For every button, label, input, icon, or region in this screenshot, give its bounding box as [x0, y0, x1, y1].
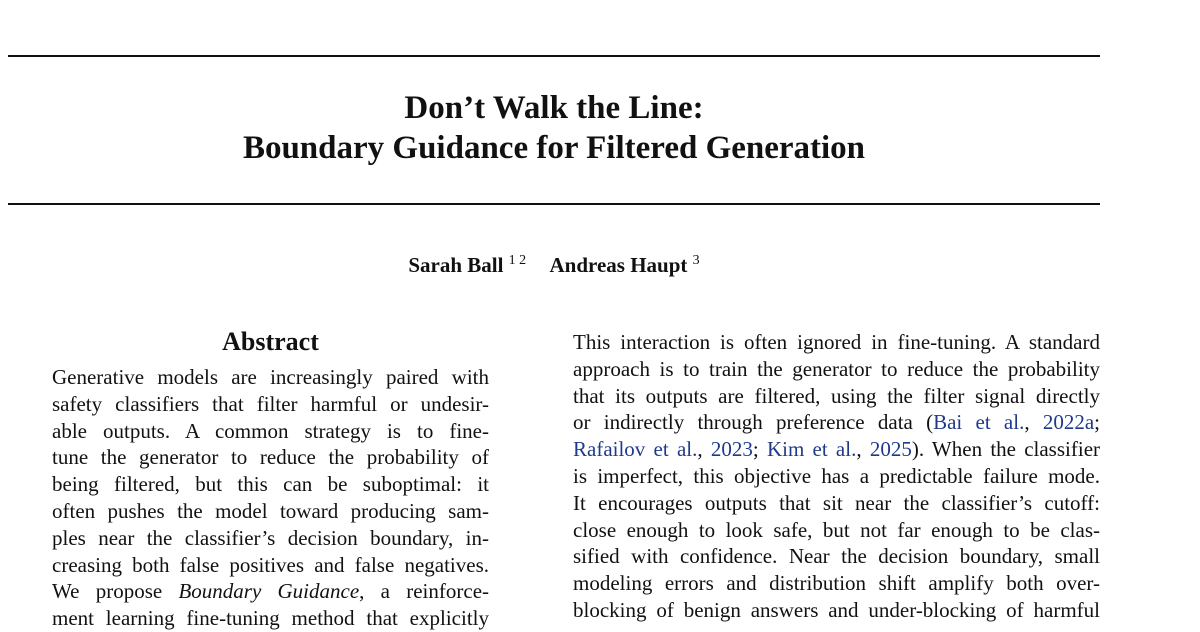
abstract-text: , a reinforce-: [359, 579, 490, 604]
intro-line: sified with confidence. Near the decision boundary, small: [573, 544, 1100, 569]
abstract-line: ples near the classifier’s decision boundary, in-: [52, 525, 489, 550]
abstract-line: being filtered, but this can be suboptimal: it: [52, 472, 489, 497]
intro-text: ). When the classifier: [911, 437, 1101, 462]
author-list: [8, 251, 1100, 279]
intro-line: that its outputs are filtered, using the filter signal directly: [573, 383, 1100, 408]
intro-text: or indirectly through preference data (: [573, 410, 934, 435]
title-top-rule: [8, 55, 1100, 57]
abstract-heading: Abstract: [222, 327, 319, 356]
author-name: Sarah Ball: [408, 253, 504, 277]
abstract-line: ment learning fine-tuning method that explicitly: [52, 606, 489, 631]
citation-link-kim[interactable]: Kim et al., 2025: [766, 437, 912, 462]
abstract-line: [52, 578, 489, 605]
intro-line: It encourages outputs that sit near the classifier’s cutoff:: [573, 490, 1100, 515]
author-affiliation: 3: [692, 253, 700, 268]
intro-line: Rafailov et al., 2023; Kim et al., 2025). When the classifier: [573, 437, 1101, 462]
abstract-line: tune the generator to reduce the probability of: [52, 445, 489, 470]
abstract-body: [52, 364, 489, 632]
title-line-2: Boundary Guidance for Filtered Generation: [242, 130, 866, 166]
paper-title: [8, 88, 1100, 168]
citation-link-rafailov[interactable]: Rafailov et al., 2023: [573, 437, 753, 462]
intro-line: is imperfect, this objective has a predictable failure mode.: [573, 463, 1100, 488]
abstract-line: often pushes the model toward producing sam-: [52, 498, 489, 523]
abstract-line: safety classifiers that filter harmful or undesir-: [52, 391, 489, 416]
abstract-text: We propose: [52, 579, 179, 604]
intro-line: modeling errors and distribution shift amplify both over-: [573, 571, 1100, 596]
intro-line: close enough to look safe, but not far enough to be clas-: [573, 517, 1100, 542]
introduction-body: [573, 329, 1100, 624]
title-bottom-rule: [8, 203, 1100, 205]
author-affiliation: 1 2: [508, 253, 527, 268]
author-name: Andreas Haupt: [549, 253, 688, 277]
citation-link-bai[interactable]: Bai et al., 2022a: [933, 410, 1095, 435]
intro-line: This interaction is often ignored in fine-tuning. A standard: [573, 330, 1100, 354]
title-line-1: Don’t Walk the Line:: [404, 90, 704, 126]
intro-line: approach is to train the generator to reduce the probability: [573, 356, 1100, 381]
abstract-line: Generative models are increasingly paired with: [52, 365, 489, 389]
method-name-emphasis: Boundary Guidance: [178, 579, 360, 604]
intro-line: blocking of benign answers and under-blocking of harmful: [573, 597, 1100, 622]
intro-line: or indirectly through preference data (Bai et al., 2022a;: [573, 410, 1100, 435]
abstract-line: able outputs. A common strategy is to fine-: [52, 418, 489, 443]
abstract-line: creasing both false positives and false negatives.: [52, 552, 489, 577]
